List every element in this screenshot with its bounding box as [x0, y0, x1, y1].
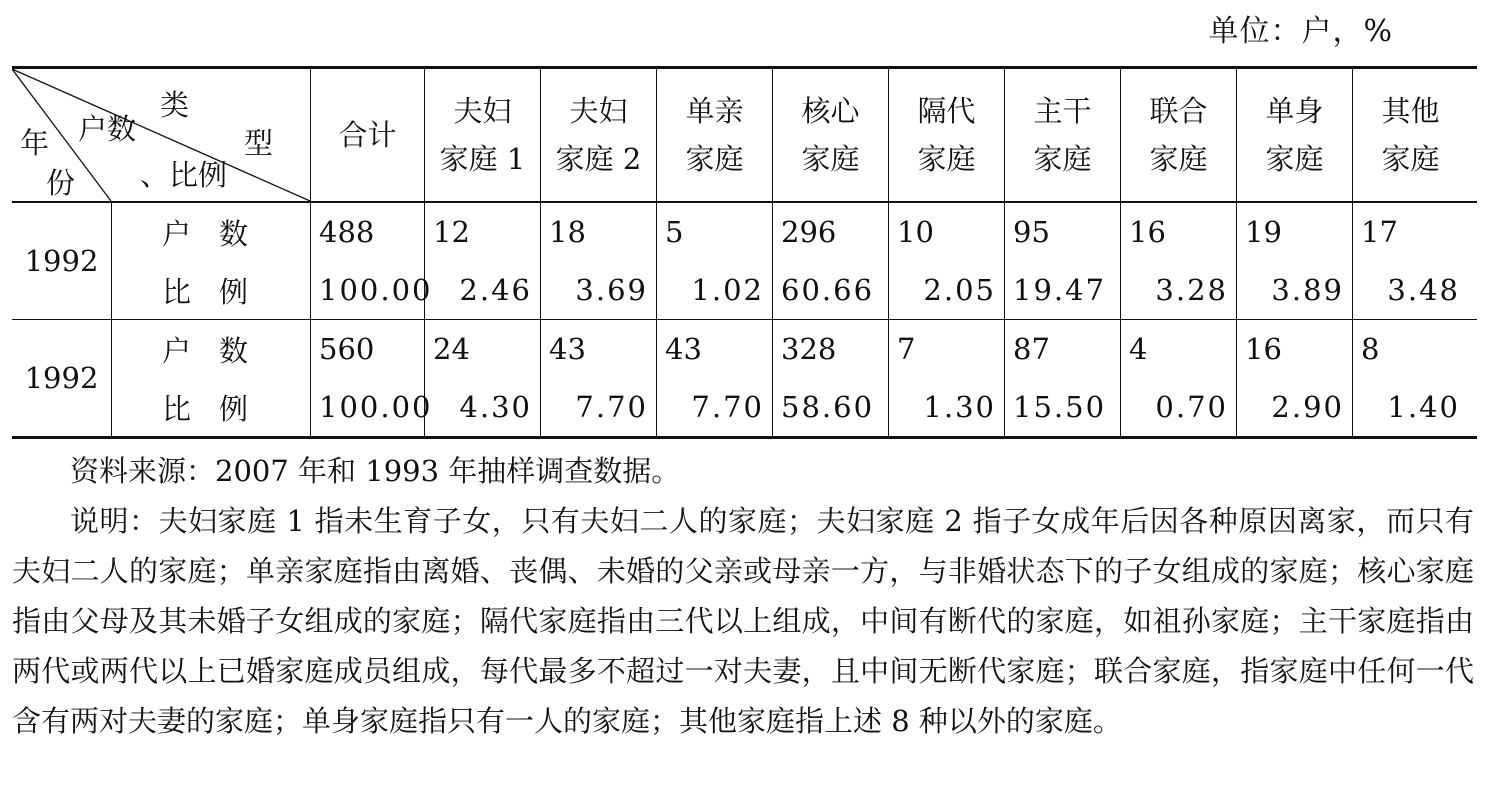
col-header-line1: 夫妇	[453, 94, 512, 128]
count-label: 户数	[162, 333, 277, 368]
pct-label: 比例	[162, 274, 277, 309]
col-header-line2: 家庭 1	[439, 142, 526, 176]
percentage: 3.89	[1271, 273, 1344, 307]
value-cell	[540, 320, 656, 436]
household-count: 19	[1245, 215, 1282, 249]
table-body	[12, 203, 1477, 436]
value-cell	[888, 203, 1004, 319]
household-count: 24	[433, 332, 470, 366]
col-header	[772, 69, 888, 201]
col-header-line1: 单身	[1265, 94, 1324, 128]
year-cell: 1992	[24, 361, 99, 395]
col-header	[1236, 69, 1352, 201]
percentage: 2.05	[923, 273, 996, 307]
diag-count-label: 户数	[78, 112, 137, 146]
percentage: 100.00	[319, 390, 433, 424]
total-header-label: 合计	[338, 118, 397, 152]
value-cell	[1352, 203, 1468, 319]
table-header-row	[12, 69, 1477, 201]
percentage: 7.70	[575, 390, 648, 424]
percentage: 1.30	[923, 390, 996, 424]
household-count: 16	[1245, 332, 1282, 366]
household-count: 5	[665, 215, 684, 249]
pct-label: 比例	[162, 391, 277, 426]
measure-label-cell	[111, 203, 310, 319]
percentage: 2.90	[1271, 390, 1344, 424]
value-cell	[1004, 320, 1120, 436]
household-count: 560	[319, 332, 375, 366]
col-header-line1: 主干	[1033, 94, 1092, 128]
unit-label: 单位：户，%	[1208, 14, 1393, 49]
col-header-line1: 隔代	[917, 94, 976, 128]
diag-type-char-1: 类	[160, 88, 190, 122]
percentage: 3.69	[575, 273, 648, 307]
col-header-line2: 家庭	[1149, 142, 1208, 176]
household-count: 8	[1361, 332, 1380, 366]
percentage: 1.02	[691, 273, 764, 307]
diag-year-char-2: 份	[46, 166, 76, 200]
col-header	[1352, 69, 1468, 201]
col-header-line1: 核心	[801, 94, 860, 128]
household-count: 95	[1013, 215, 1050, 249]
diag-type-char-2: 型	[244, 126, 274, 160]
col-header-line2: 家庭	[1033, 142, 1092, 176]
household-count: 18	[549, 215, 586, 249]
table-notes	[12, 446, 1474, 746]
value-cell	[1236, 320, 1352, 436]
percentage: 60.66	[781, 273, 875, 307]
col-header	[540, 69, 656, 201]
percentage: 58.60	[781, 390, 875, 424]
household-count: 43	[665, 332, 702, 366]
col-header-line2: 家庭	[801, 142, 860, 176]
table-row	[12, 320, 1477, 436]
year-cell: 1992	[24, 244, 99, 278]
value-cell	[1004, 203, 1120, 319]
source-note: 资料来源：2007 年和 1993 年抽样调查数据。	[70, 454, 681, 488]
percentage: 15.50	[1013, 390, 1107, 424]
household-count: 43	[549, 332, 586, 366]
percentage: 3.48	[1387, 273, 1460, 307]
col-header-line1: 联合	[1149, 94, 1208, 128]
col-header-line2: 家庭	[1381, 142, 1440, 176]
household-count: 17	[1361, 215, 1398, 249]
diagonal-header-cell	[12, 69, 310, 201]
percentage: 3.28	[1155, 273, 1228, 307]
household-table	[12, 66, 1477, 439]
value-cell	[656, 320, 772, 436]
household-count: 7	[897, 332, 916, 366]
value-cell	[424, 203, 540, 319]
percentage: 100.00	[319, 273, 433, 307]
col-header	[1120, 69, 1236, 201]
total-header	[310, 69, 424, 201]
value-cell	[1120, 203, 1236, 319]
col-header-line1: 夫妇	[569, 94, 628, 128]
value-cell	[888, 320, 1004, 436]
value-cell	[540, 203, 656, 319]
household-count: 488	[319, 215, 375, 249]
household-count: 12	[433, 215, 470, 249]
value-cell	[310, 320, 433, 436]
col-header	[888, 69, 1004, 201]
col-header-line1: 单亲	[685, 94, 744, 128]
col-header-line2: 家庭	[1265, 142, 1324, 176]
household-count: 16	[1129, 215, 1166, 249]
household-count: 296	[781, 215, 837, 249]
value-cell	[772, 203, 888, 319]
col-header	[656, 69, 772, 201]
diag-ratio-label: 、比例	[140, 158, 228, 192]
value-cell	[1236, 203, 1352, 319]
measure-label-cell	[111, 320, 310, 436]
value-cell	[1352, 320, 1468, 436]
explanation-note: 说明：夫妇家庭 1 指未生育子女，只有夫妇二人的家庭；夫妇家庭 2 指子女成年后因各种原因离家，而只有夫妇二人的家庭；单亲家庭指由离婚、丧偶、未婚的父亲或母亲一方，与非婚状态下的子女组成的家庭；核心家庭指由父母及其未婚子女组成的家庭；隔代家庭指由三代以上组成，中间有断代的家庭，如祖孙家庭；主干家庭指由两代或两代以上已婚家庭成员组成，每代最多不超过一对夫妻，且中间无断代家庭；联合家庭，指家庭中任何一代含有两对夫妻的家庭；单身家庭指只有一人的家庭；其他家庭指上述 8 种以外的家庭。	[12, 504, 1474, 738]
percentage: 2.46	[459, 273, 532, 307]
percentage: 0.70	[1155, 390, 1228, 424]
percentage: 4.30	[459, 390, 532, 424]
col-header-line2: 家庭	[685, 142, 744, 176]
percentage: 19.47	[1013, 273, 1107, 307]
value-cell	[424, 320, 540, 436]
household-count: 4	[1129, 332, 1148, 366]
col-header-line1: 其他	[1381, 94, 1440, 128]
col-header-line2: 家庭	[917, 142, 976, 176]
col-header	[424, 69, 540, 201]
diag-year-char-1: 年	[20, 126, 50, 160]
table-bottom-rule	[12, 436, 1477, 439]
table-row	[12, 203, 1477, 319]
count-label: 户数	[162, 216, 277, 251]
value-cell	[1120, 320, 1236, 436]
col-header	[1004, 69, 1120, 201]
value-cell	[656, 203, 772, 319]
percentage: 1.40	[1387, 390, 1460, 424]
household-count: 87	[1013, 332, 1050, 366]
household-count: 10	[897, 215, 934, 249]
value-cell	[772, 320, 888, 436]
percentage: 7.70	[691, 390, 764, 424]
col-header-line2: 家庭 2	[555, 142, 642, 176]
household-count: 328	[781, 332, 837, 366]
value-cell	[310, 203, 433, 319]
